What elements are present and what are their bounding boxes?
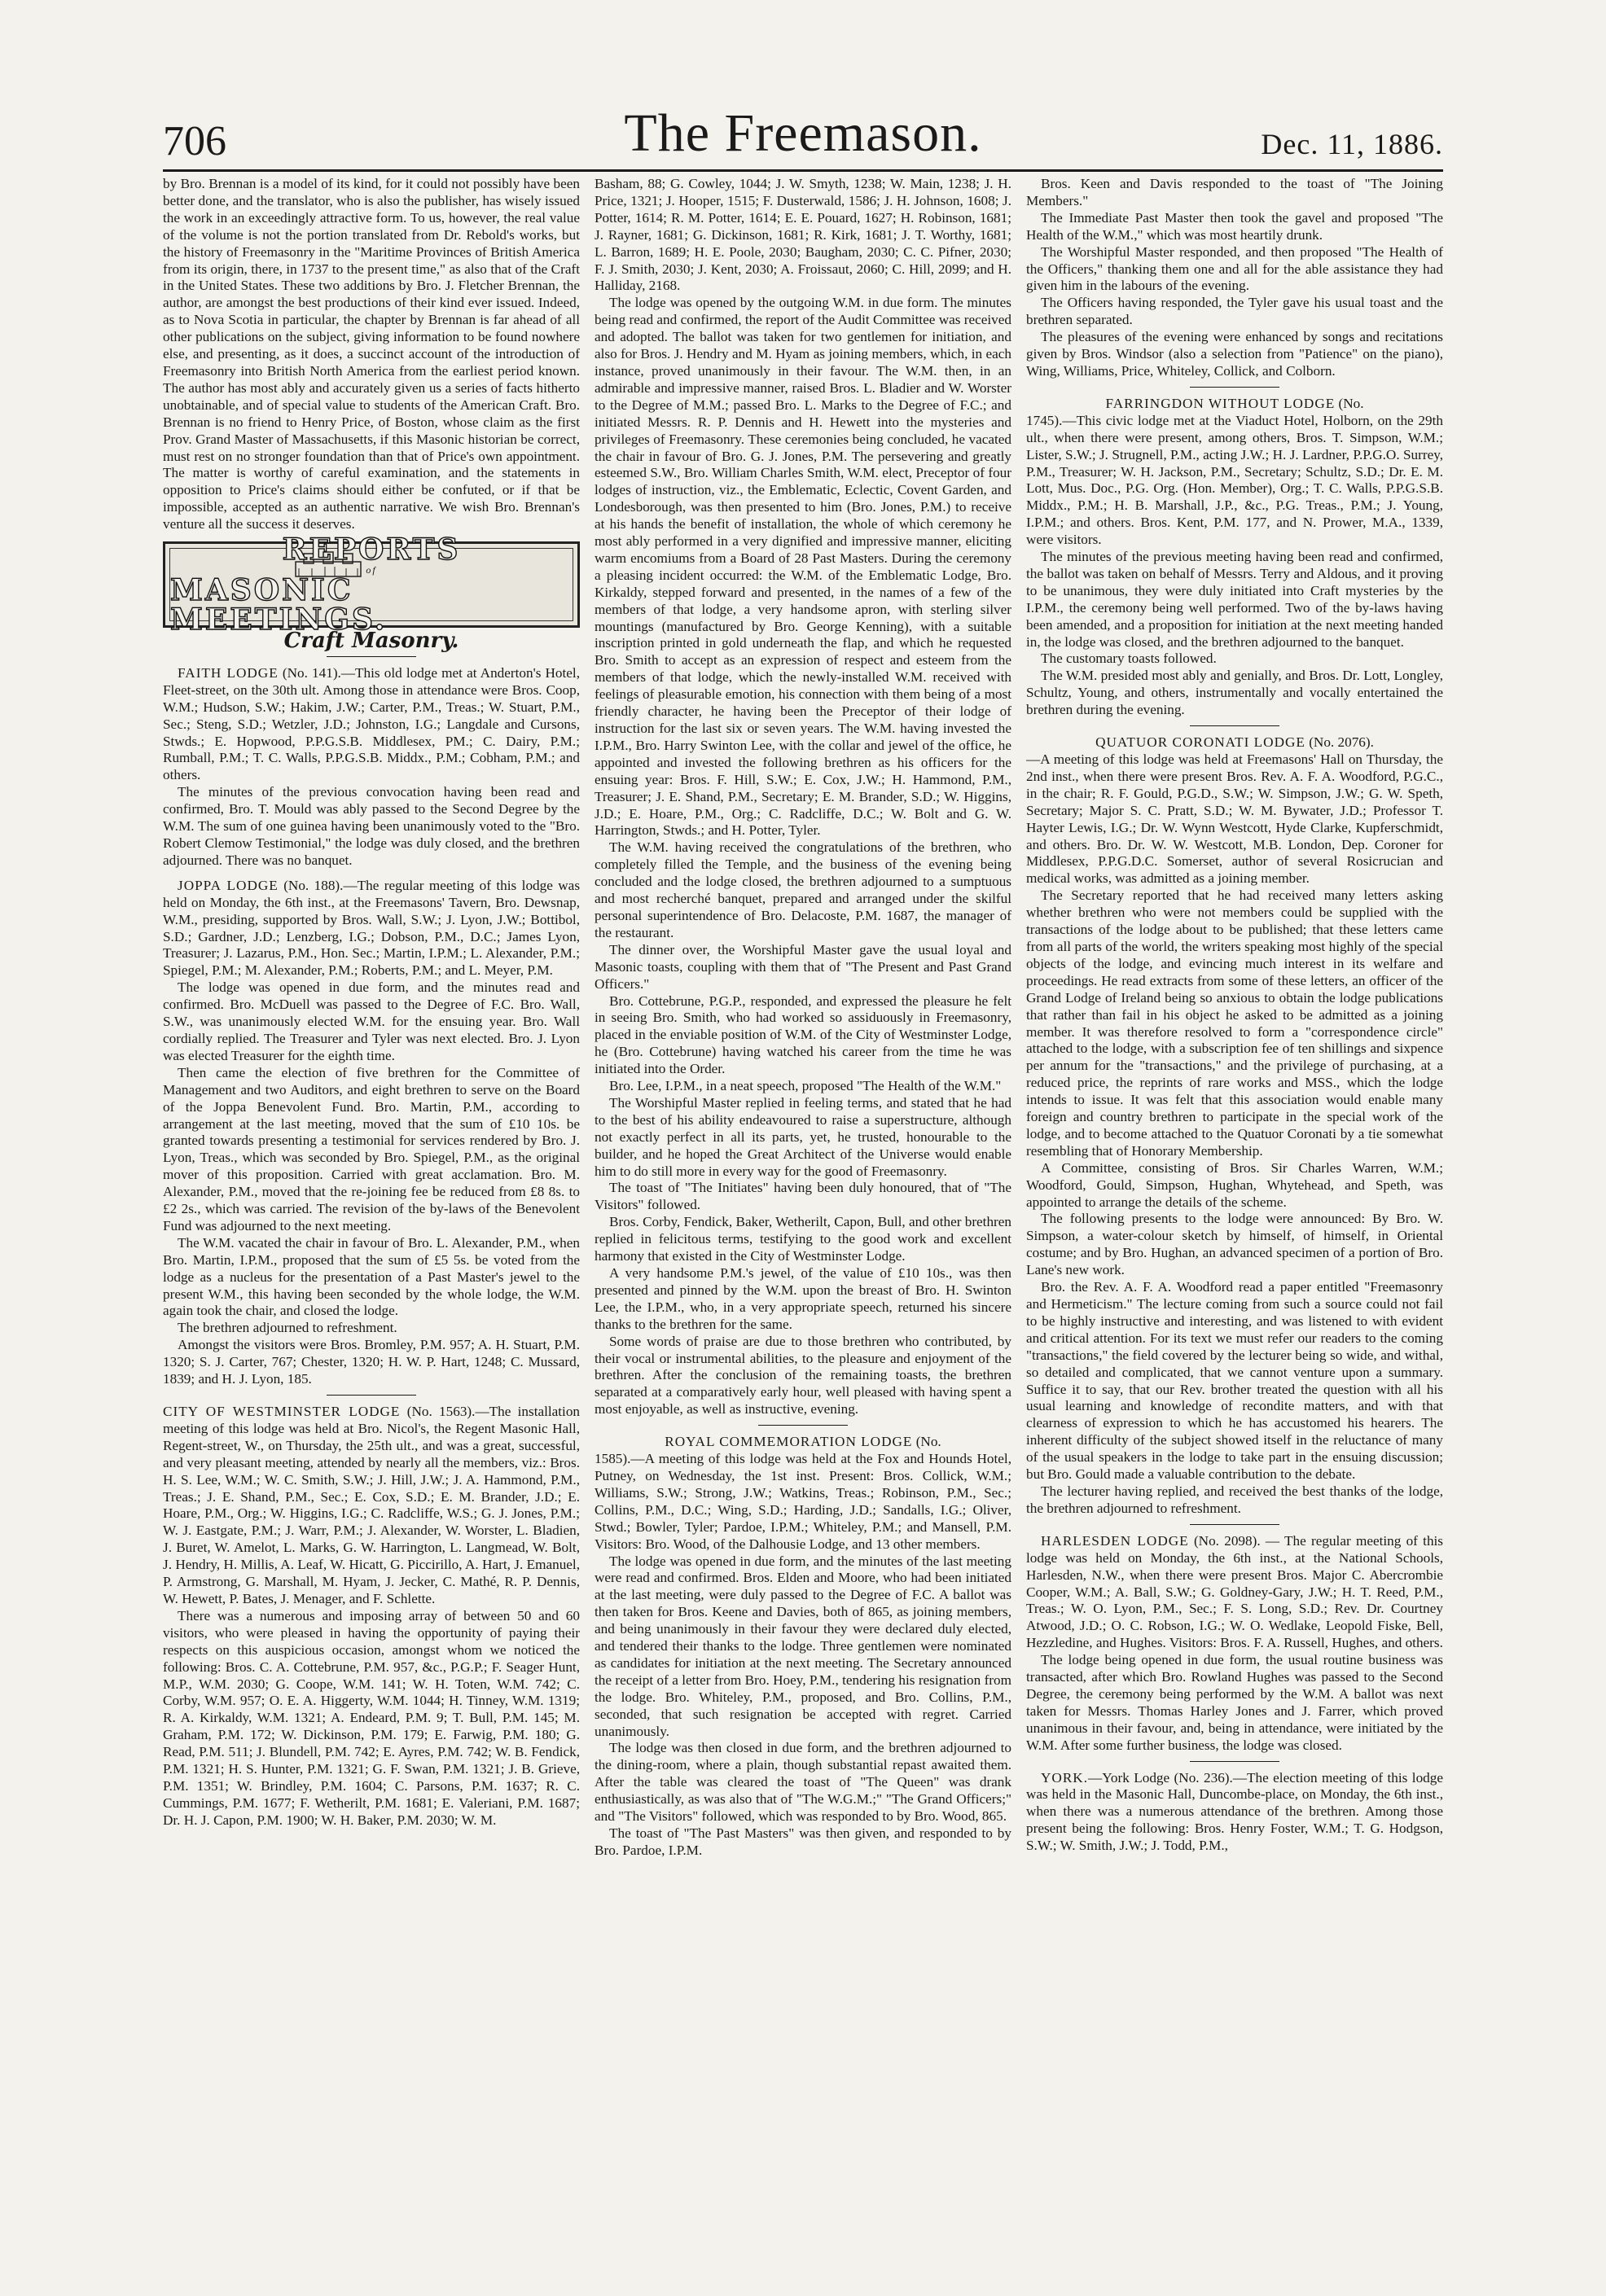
divider	[1190, 1524, 1279, 1525]
paragraph: The W.M. presided most ably and genially, and Bros. Dr. Lott, Longley, Schultz, Young, and others, instrumentally and vocally entertained the brethren during the evening.	[1026, 668, 1443, 718]
paragraph: The toast of "The Initiates" having been duly honoured, that of "The Visitors" followed.	[595, 1180, 1011, 1213]
lodge-report-harlesden: HARLESDEN LODGE (No. 2098). — The regular meeting of this lodge was held on Monday, the 6th inst., at the National Schools, Harlesden, N.W., when there were present Bros. Major C. Abercrombie Cooper, W.M.; A. Ball, S.W.; G. Goldney-Gary, J.W.; H. T. Reed, P.M., Treas.; W. O. Lyon, P.M., Sec.; F. S. Long, S.D.; Rev. Dr. Courtney Atwood, J.D.; O. C. Robson, I.G.; W. O. Wedlake, Leopold Fiske, Bell, Hezzledine, and Hughes. Visitors: Bros. F. A. Russell, Hughes, and others.	[1026, 1532, 1443, 1651]
lodge-heading: CITY OF WESTMINSTER LODGE	[163, 1404, 401, 1419]
paragraph: The brethren adjourned to refreshment.	[178, 1320, 397, 1336]
paragraph: A very handsome P.M.'s jewel, of the value of £10 10s., was then presented and pinned by the W.M. upon the breast of Bro. H. Swinton Lee, the I.P.M., who, in a very appropriate speech, returned his sincere thanks to the brethren for the same.	[595, 1265, 1011, 1332]
lodge-heading: HARLESDEN LODGE	[1041, 1532, 1189, 1549]
newspaper-title: The Freemason.	[624, 103, 982, 163]
lodge-heading: YORK.	[1041, 1769, 1088, 1786]
banner-title-meetings: MASONIC MEETINGS.	[170, 573, 388, 638]
column-3	[1026, 176, 1443, 2260]
paragraph: The lodge was opened by the outgoing W.M. in due form. The minutes being read and confirmed, the report of the Audit Committee was received and adopted. The ballot was taken for two gentlemen for initiation, and also for Bros. J. Hendry and M. Hyam as joining members, which, in each instance, proved unanimously in their favour. The W.M. then, in an admirable and impressive manner, raised Bros. L. Bladier and W. Worster to the Degree of M.M.; passed Bro. L. Marks to the Degree of F.C.; and initiated Messrs. R. P. Dennis and H. Hewett into the mysteries and privileges of Freemasonry. These ceremonies being concluded, he vacated the chair in favour of Bro. G. J. Jones, P.M. The persevering and greatly esteemed S.W., Bro. William Charles Smith, W.M. elect, Preceptor of four lodges of instruction, viz., the Emblematic, Eclectic, Covent Garden, and Londesborough, was then presented to him (Bro. Jones, P.M.) to receive at his hands the benefit of installation, the whole of which ceremony he most ably performed in a very dignified and impressive manner, eliciting warm encomiums from a Board of 28 Past Masters. During the ceremony a pleasing incident occurred: the W.M. of the Emblematic Lodge, Bro. Kirkaldy, stepped forward and presented, in the names of a few of the members of that lodge, a very handsome apron, with sterling silver mountings (manufactured by Bro. George Kenning), with a suitable inscription printed in gold underneath the flap, and which he requested Bro. Smith to accept as an expression of respect and esteem from the members of that lodge, which the newly-installed W.M. received with feelings of pleasurable emotion, his connection with them being of a most friendly character, he having been the Preceptor of their lodge of instruction for the last six or seven years. The W.M. having invested the I.P.M., Bro. Harry Swinton Lee, with the collar and jewel of the office, he appointed and invested the following brethren as his officers for the ensuing year: Bros. F. Hill, S.W.; E. Cox, J.W.; H. Hammond, P.M., Treasurer; J. E. Shand, P.M., Secretary; E. M. Brander, S.D.; W. Higgins, J.D.; E. Hoare, P.M., Org.; C. Radcliffe, D.C.; W. Bolt and G. W. Harrington, Stwds.; and H. Potter, Tyler.	[595, 295, 1011, 839]
paragraph: Bros. Corby, Fendick, Baker, Wetherilt, Capon, Bull, and other brethren replied in felicitous terms, testifying to the good work and excellent harmony that existed in the City of Westminster Lodge.	[595, 1214, 1011, 1264]
lodge-heading-royal-commemoration: ROYAL COMMEMORATION LODGE (No.	[665, 1434, 941, 1450]
paragraph: The minutes of the previous convocation having been read and confirmed, Bro. T. Mould was ably passed to the Second Degree by the W.M. The sum of one guinea having been unanimously voted to the "Bro. Robert Clemow Testimonial," the lodge was duly closed, and the brethren adjourned. There was no banquet.	[163, 784, 580, 868]
divider	[327, 656, 416, 657]
paragraph: The lodge was opened in due form, and the minutes read and confirmed. Bro. McDuell was passed to the Degree of F.C. Bro. Wall, S.W., was unanimously elected W.M. for the ensuing year. Bro. Wall cordially replied. The Treasurer and Tyler was next elected. Bro. J. Lyon was elected Treasurer for the eighth time.	[163, 979, 580, 1063]
paragraph: Bros. Keen and Davis responded to the toast of "The Joining Members."	[1026, 176, 1443, 208]
lodge-heading-quatuor-coronati: QUATUOR CORONATI LODGE (No. 2076).	[1095, 734, 1374, 751]
paragraph: Basham, 88; G. Cowley, 1044; J. W. Smyth, 1238; W. Main, 1238; J. H. Price, 1321; J. Hooper, 1515; F. Dusterwald, 1586; J. H. Johnson, 1608; J. Potter, 1614; R. M. Potter, 1614; E. E. Pouard, 1627; H. Robinson, 1681; J. Rayner, 1681; G. Dickinson, 1681; R. Kirk, 1681; J. T. Worthy, 1681; L. Barron, 1689; H. E. Poole, 2030; Baugham, 2030; C. C. Pifner, 2030; F. J. Smith, 2030; J. Kent, 2030; A. Froissaut, 2060; C. Hill, 2099; and H. Halliday, 2168.	[595, 176, 1011, 294]
paragraph: Bro. Cottebrune, P.G.P., responded, and expressed the pleasure he felt in seeing Bro. Smith, who had worked so assiduously in Freemasonry, placed in the enviable position of W.M. of the City of Westminster Lodge, he (Bro. Cottebrune) having watched his career from the time he was initiated into the Order.	[595, 992, 1011, 1077]
paragraph: There was a numerous and imposing array of between 50 and 60 visitors, who were pleased in having the opportunity of paying their respects on this auspicious occasion, amongst whom we noticed the following: Bros. C. A. Cottebrune, P.M. 957, &c., P.G.P.; F. Seager Hunt, M.P., W.M. 2030; G. Coope, W.M. 141; W. H. Toten, W.M. 742; C. Corby, W.M. 957; O. E. A. Higgerty, W.M. 1044; H. Tinney, W.M. 1319; R. A. Kirkaldy, W.M. 1321; A. Endeard, P.M. 9; T. Bull, P.M. 145; M. Graham, P.M. 172; W. Dickinson, P.M. 179; E. Farwig, P.M. 180; G. Read, P.M. 511; J. Blundell, P.M. 742; E. Ayres, P.M. 742; W. B. Fendick, P.M. 1321; H. S. Hunter, P.M. 1321; G. F. Swan, P.M. 1321; J. B. Grieve, P.M. 1351; W. Brindley, P.M. 1604; C. Parsons, P.M. 1637; R. C. Cummings, P.M. 1677; F. Wetherilt, P.M. 1681; E. Valeriani, P.M. 1687; Dr. H. J. Capon, P.M. 1900; W. H. Baker, P.M. 2030; W. M.	[163, 1607, 580, 1828]
paragraph: Amongst the visitors were Bros. Bromley, P.M. 957; A. H. Stuart, P.M. 1320; S. J. Carter, 767; Chester, 1320; H. W. P. Hart, 1248; C. Mussard, 1839; and H. J. Lyon, 185.	[163, 1337, 580, 1387]
masthead-rule	[163, 169, 1443, 172]
paragraph: Bro. the Rev. A. F. A. Woodford read a paper entitled "Freemasonry and Hermeticism." The lecture coming from such a source could not fail to be highly instructive and interesting, and was listened to with evident and critical attention. For its text we must refer our readers to the coming "transactions," the field covered by the lecturer being so wide, and withal, so detailed and complicated, that we cannot venture upon a summary. Suffice it to say, that our Rev. brother treated the question with all his usual learning and knowledge of recondite matters, and with that clearness of expression to which he has accustomed his hearers. The inherent difficulty of the subject showed itself in the reluctance of many of the usual speakers in the lodge to take part in the ensuing discussion; but Bro. Gould made a valuable contribution to the debate.	[1026, 1279, 1443, 1483]
paragraph: —A meeting of this lodge was held at Freemasons' Hall on Thursday, the 2nd inst., when there were present Bros. Rev. A. F. A. Woodford, P.G.C., in the chair; R. F. Gould, P.G.D., S.W.; W. Simpson, J.W.; G. W. Speth, Secretary; Major S. C. Pratt, S.D.; W. M. Bywater, J.D.; Professor T. Hayter Lewis, I.G.; Dr. W. Wynn Westcott, Hyde Clarke, Kupferschmidt, and others. Bro. Dr. W. W. Westcott, M.B. London, Dep. Coroner for Middlesex, P.P.G.D.C. Somerset, author of several Rosicrucian and medical works, was admitted as a joining member.	[1026, 751, 1443, 887]
article-columns	[163, 176, 1443, 2260]
divider	[1190, 387, 1279, 388]
paragraph: The lecturer having replied, and received the best thanks of the lodge, the brethren adjourned to refreshment.	[1026, 1483, 1443, 1516]
paragraph: The lodge was opened in due form, and the minutes of the last meeting were read and confirmed. Bros. Elden and Moore, who had been initiated at the last meeting, were duly passed to the Degree of F.C. A ballot was then taken for Bros. Keene and Davies, both of 865, as joining members, and being unanimously in their favour they were declared duly elected, and tendered their thanks to the lodge. Three gentlemen were nominated as candidates for initiation at the next meeting. The Secretary announced the receipt of a letter from Bro. Hoey, P.M., tendering his resignation from the lodge. Bro. Whiteley, P.M., proposed, and Bro. Collins, P.M., seconded, that such resignation be accepted with regret. Carried unanimously.	[595, 1553, 1011, 1739]
paragraph: by Bro. Brennan is a model of its kind, for it could not possibly have been better done, and the translator, who is also the publisher, has wisely issued the work in an exceedingly attractive form. To us, however, the real value of the volume is not the portion translated from Dr. Rebold's works, but the history of Freemasonry in the "Maritime Provinces of British America from its origin, there, in 1737 to the present time," as also that of the Craft in the United States. These two additions by Bro. J. Fletcher Brennan, the author, are amongst the best productions of their kind ever issued. Indeed, as to Nova Scotia in particular, the chapter by Brennan is far ahead of all other publications on the subject, giving information to be found nowhere else, and presenting, as it does, a succinct account of the introduction of Freemasonry into British North America from the earliest period known. The author has most ably and accurately given us a series of facts hitherto unobtainable, and of special value to students of the American Craft. Bro. Brennan is no friend to Henry Price, of Boston, whose claim as the first Prov. Grand Master of Massachusetts, if this Masonic historian be correct, must rest on no stronger foundation than that of Price's own appointment. The matter is worthy of careful examination, and the statements in opposition to Price's claims should either be confuted, or if that be impossible, accepted as an authentic narrative. We wish Bro. Brennan's venture all the success it deserves.	[163, 176, 580, 532]
reports-banner	[163, 532, 580, 638]
paragraph: The minutes of the previous meeting having been read and confirmed, the ballot was taken on behalf of Messrs. Terry and Aldous, and it proving to be unanimous, they were duly initiated into Craft mysteries by the I.P.M., the ceremony being well performed. Two of the by-laws having been amended, and a proposition for initiation at the next meeting handed in, the lodge was closed, and the brethren adjourned to the banquet.	[1026, 549, 1443, 650]
lodge-report-city-of-westminster: CITY OF WESTMINSTER LODGE (No. 1563).—The installation meeting of this lodge was held at Bro. Nicol's, the Regent Masonic Hall, Regent-street, W., on Thursday, the 25th ult., and was a great, successful, and very pleasant meeting, attended by nearly all the members, viz.: Bros. H. S. Lee, W.M.; W. C. Smith, S.W.; J. Hill, J.W.; J. A. Hammond, P.M., Treas.; J. E. Shand, P.M., Sec.; E. Cox, S.D.; E. M. Brander, J.D.; E. Hoare, P.M., Org.; W. Higgins, I.G.; C. Radcliffe, W.S.; G. J. Jones, P.M.; W. J. Eastgate, P.M.; J. Warr, P.M.; J. Alexander, W. Worster, L. Bladien, J. Buret, W. Amelot, L. Marks, G. W. Harrington, L. Langmead, W. Bolt, J. Hendry, H. Millis, A. Leaf, W. Hicatt, G. Piccirillo, A. Hart, J. Emanuel, P. Armstrong, G. Marshall, M. Hyam, J. Jecker, C. Mathé, R. P. Dennis, W. Hewett, P. Bates, J. Menager, and F. Schlette.	[163, 1404, 580, 1606]
section-title: Craft Masonry.	[283, 629, 459, 654]
lodge-report-joppa: JOPPA LODGE (No. 188).—The regular meeting of this lodge was held on Monday, the 6th inst., at the Freemasons' Tavern, Bro. Dewsnap, W.M., presiding, supported by Bros. Wall, S.W.; J. Lyon, J.W.; Bottibol, S.D.; Gardner, J.D.; Lenzberg, I.G.; Dobson, P.M., D.C.; James Lyon, Treasurer; J. Lazarus, P.M., Hon. Sec.; Martin, I.P.M.; L. Alexander, P.M.; Spiegel, P.M.; M. Alexander, P.M.; Roberts, P.M.; and L. Meyer, P.M.	[163, 877, 580, 979]
divider	[327, 1395, 416, 1396]
paragraph: The Worshipful Master responded, and then proposed "The Health of the Officers," thanking them one and all for the able assistance they had given him in the labours of the evening.	[1026, 243, 1443, 294]
paragraph: The Immediate Past Master then took the gavel and proposed "The Health of the W.M.," which was most heartily drunk.	[1026, 209, 1443, 243]
lodge-report-york: YORK.—York Lodge (No. 236).—The election meeting of this lodge was held in the Masonic Hall, Duncombe-place, on Monday, the 6th inst., when there was a numerous attendance of the brethren. Among those present being the following: Bros. Henry Foster, W.M.; T. G. Hodgson, S.W.; W. Smith, J.W.; J. Todd, P.M.,	[1026, 1769, 1443, 1854]
paragraph: The Secretary reported that he had received many letters asking whether brethren who were not members could be supplied with the transactions of the lodge about to be published; that these letters came from all parts of the world, the writers speaking most highly of the special objects of the lodge, and evincing much interest in its welfare and proceedings. He read extracts from some of these letters, an officer of the Grand Lodge of Ireland being so anxious to obtain the lodge publications that rather than fail in his object he asked to be admitted as a joining member. It was therefore resolved to form a "correspondence circle" attached to the lodge, with a subscription fee of ten shillings and sixpence per annum for the "transactions," and the privilege of purchasing, at a reduced price, the reprints of rare works and MSS., which the lodge intends to issue. It was felt that this association would enable many foreign and country brethren to participate in the special work of the lodge, and to become attached to the Quatuor Coronati by a tie somewhat resembling that of Honorary Membership.	[1026, 887, 1443, 1159]
lodge-heading: JOPPA LODGE	[178, 877, 279, 893]
paragraph: 1745).—This civic lodge met at the Viaduct Hotel, Holborn, on the 29th ult., when there were present, among others, Bros. T. Simpson, W.M.; Lister, S.W.; J. Strugnell, P.M., acting J.W.; H. J. Lardner, P.P.G.O. Surrey, P.M., Treasurer; W. H. Jackson, P.M., Secretary; Schultz, S.D.; Dr. E. M. Lott, Mus. Doc., P.G. Org. (Hon. Member), Org.; T. C. Walls, P.P.G.S.B. Middx., P.M.; H. B. Marshall, J.P., &c., P.G. Treas., P.M.; J. Young, I.P.M.; and others. Bros. Kent, P.M. 177, and N. Prower, M.A., 1339, were visitors.	[1026, 412, 1443, 548]
paragraph: The Officers having responded, the Tyler gave his usual toast and the brethren separated.	[1026, 295, 1443, 328]
column-1	[163, 176, 580, 2260]
paragraph: The customary toasts followed.	[1041, 651, 1217, 667]
paragraph: The toast of "The Past Masters" was then given, and responded to by Bro. Pardoe, I.P.M.	[595, 1825, 1011, 1858]
page-number: 706	[163, 118, 226, 164]
paragraph: The pleasures of the evening were enhanced by songs and recitations given by Bros. Windsor (also a selection from "Patience" on the piano), Wing, Williams, Price, Whiteley, Collick, and Colborn.	[1026, 329, 1443, 379]
paragraph: The lodge was then closed in due form, and the brethren adjourned to the dining-room, where a plain, though substantial repast awaited them. After the table was cleared the toast of "The Queen" was drank enthusiastically, as was also that of "The W.G.M.;" "The Grand Officers;" and "The Visitors" followed, which was responded to by Bro. Wood, 865.	[595, 1740, 1011, 1825]
paragraph: 1585).—A meeting of this lodge was held at the Fox and Hounds Hotel, Putney, on Wednesday, the 1st inst. Present: Bros. Collick, W.M.; Williams, S.W.; Strong, J.W.; Watkins, Treas.; Robinson, P.M., Sec.; Collins, P.M., D.C.; Wing, S.D.; Harding, J.D.; Sandalls, I.G.; Oliver, Stwd.; Bowler, Tyler; Pardoe, I.P.M.; Whiteley, P.M.; and Mansell, P.M. Visitors: Bro. Wood, of the Dalhousie Lodge, and 13 other members.	[595, 1451, 1011, 1552]
column-2	[595, 176, 1011, 2260]
paragraph: A Committee, consisting of Bros. Sir Charles Warren, W.M.; Woodford, Gould, Simpson, Hughan, Whytehead, and Speth, was appointed to arrange the details of the scheme.	[1026, 1159, 1443, 1210]
paragraph: The following presents to the lodge were announced: By Bro. W. Simpson, a water-colour sketch by himself, of himself, in Oriental costume; and by Bro. Hughan, an advanced specimen of a portion of Bro. Lane's new work.	[1026, 1211, 1443, 1278]
paragraph: The dinner over, the Worshipful Master gave the usual loyal and Masonic toasts, coupling with them that of "The Present and Past Grand Officers."	[595, 941, 1011, 992]
lodge-report-faith: FAITH LODGE (No. 141).—This old lodge met at Anderton's Hotel, Fleet-street, on the 30th ult. Among those in attendance were Bros. Coop, W.M.; Hudson, S.W.; Hakim, J.W.; Carter, P.M., Treas.; W. Stuart, P.M., Sec.; Steng, S.D.; Wetzler, J.D.; Johnston, I.G.; Langdale and Cursons, Stwds.; E. Hopwood, P.P.G.S.B. Middlesex, PM.; C. Dairy, P.M.; Rumball, P.M.; T. C. Walls, P.P.G.S.B. Middx., P.M.; Cobham, P.M.; and others.	[163, 664, 580, 783]
divider	[758, 1425, 848, 1426]
paragraph: Bro. Lee, I.P.M., in a neat speech, proposed "The Health of the W.M."	[609, 1078, 1002, 1094]
divider	[1190, 725, 1279, 726]
banner-title-reports: REPORTS	[282, 532, 461, 567]
paragraph: The W.M. vacated the chair in favour of Bro. L. Alexander, P.M., when Bro. Martin, I.P.M., proposed that the sum of £5 5s. be voted from the lodge as a nucleus for the presentation of a Past Master's jewel to the present W.M., this having been seconded by the whole lodge, the W.M. again took the chair, and closed the lodge.	[163, 1234, 580, 1319]
paragraph: The W.M. having received the congratulations of the brethren, who completely filled the Temple, and the business of the evening being concluded and the lodge closed, the brethren adjourned to a sumptuous and most recherché banquet, prepared and arranged under the skilful personal superintendence of Bro. Delacoste, P.M. 1687, the manager of the restaurant.	[595, 839, 1011, 940]
paragraph: The lodge being opened in due form, the usual routine business was transacted, after which Bro. Rowland Hughes was passed to the Second Degree, the ceremony being performed by the W.M. A ballot was next taken for Messrs. Thomas Harley Jones and J. Farrer, which proved unanimous in their favour, and, being in attendance, were initiated by the W.M. After some further business, the lodge was closed.	[1026, 1652, 1443, 1753]
issue-date: Dec. 11, 1886.	[1261, 128, 1443, 160]
lodge-heading-farringdon: FARRINGDON WITHOUT LODGE (No.	[1105, 395, 1364, 411]
masthead	[163, 104, 1443, 169]
banner-frame	[169, 532, 573, 638]
paragraph: The Worshipful Master replied in feeling terms, and stated that he had to the best of his ability endeavoured to raise a superstructure, although not exactly perfect in all its parts, yet, he trusted, honourable to the builder, and he hoped the Great Architect of the Universe would enable him to do still more in every way for the good of Freemasonry.	[595, 1094, 1011, 1179]
banner-title-of: of	[366, 564, 377, 576]
lodge-heading: FAITH LODGE	[178, 664, 279, 681]
divider	[1190, 1761, 1279, 1762]
paragraph: Then came the election of five brethren for the Committee of Management and two Auditors, and eight brethren to serve on the Board of the Joppa Benevolent Fund. Bro. Martin, P.M., according to arrangement at the last meeting, moved that the sum of £10 10s. be granted towards presenting a testimonial for services rendered by Bro. J. Lyon, Treas., which was seconded by Bro. Spiegel, P.M., as the original mover of this proposition. Carried with great acclamation. Bro. M. Alexander, P.M., moved that the re-joining fee be reduced from £8 8s. to £2 2s., which was carried. The revision of the by-laws of the Benevolent Fund was adjourned to the next meeting.	[163, 1064, 580, 1233]
paragraph: Some words of praise are due to those brethren who contributed, by their vocal or instrumental abilities, to the pleasure and enjoyment of the brethren. After the conclusion of the remaining toasts, the brethren separated at a comparatively early hour, well pleased with having spent a most enjoyable, as well as instructive, evening.	[595, 1333, 1011, 1417]
